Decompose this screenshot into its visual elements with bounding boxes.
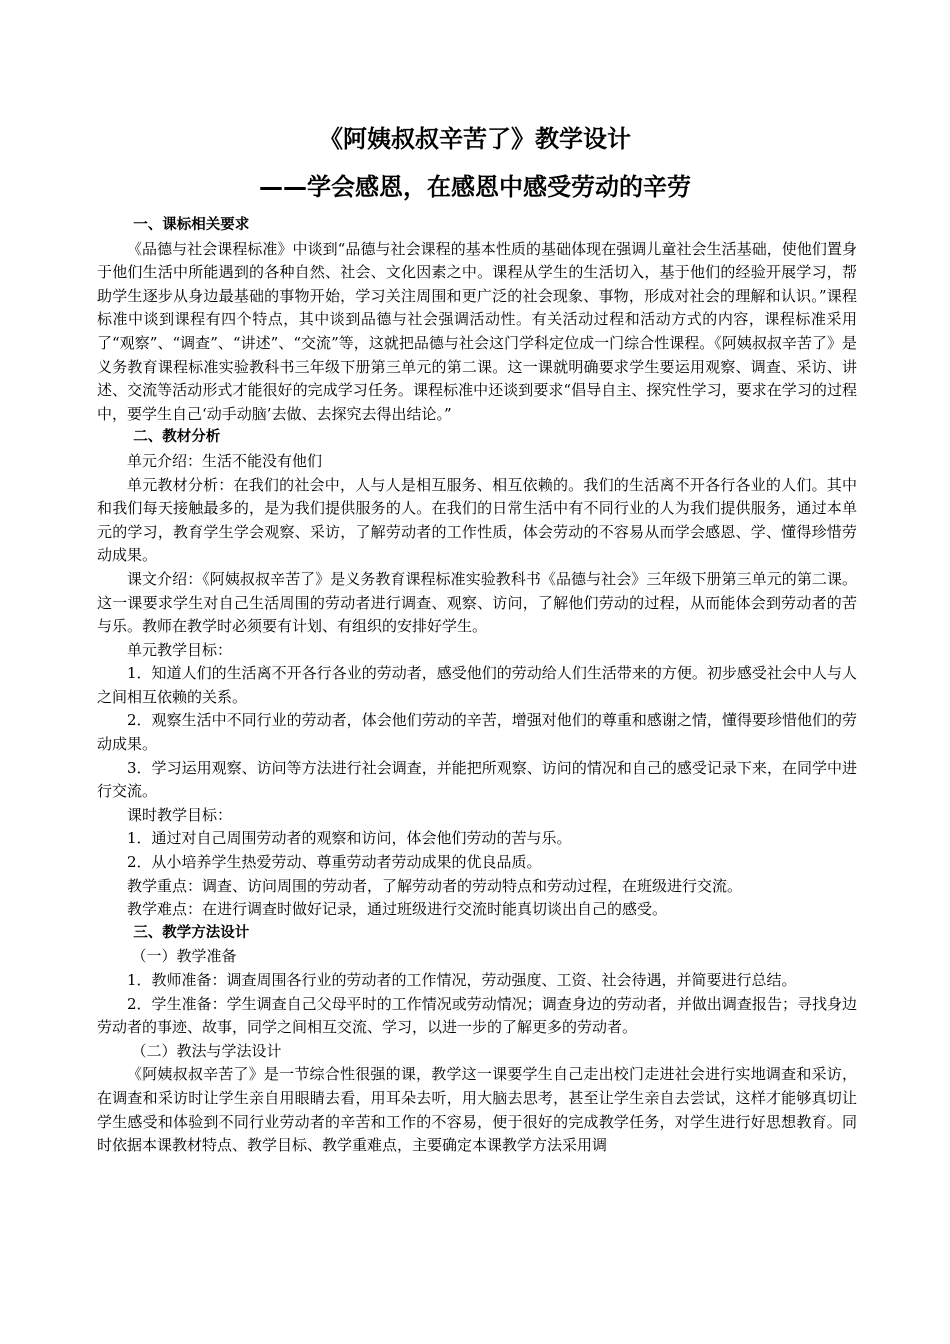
paragraph-method-text: 《阿姨叔叔辛苦了》是一节综合性很强的课，教学这一课要学生自己走出校门走进社会进行实地调查和采访，在调查和采访时让学生亲自用眼睛去看，用耳朵去听，用大脑去思考，甚至让学生亲自去尝试，这样才能够真切让学生感受和体验到不同行业劳动者的辛苦和工作的不容易，便于很好的完成教学任务，对学生进行好思想教育。同时依据本课教材特点、教学目标、教学重难点，主要确定本课教学方法采用调 (97, 1065, 857, 1155)
paragraph-curriculum: 《品德与社会课程标准》中谈到“品德与社会课程的基本性质的基础体现在强调儿童社会生活基础，使他们置身于他们生活中所能遇到的各种自然、社会、文化因素之中。课程从学生的生活切入，基于他们的经验开展学习，帮助学生逐步从身边最基础的事物开始，学习关注周围和更广泛的社会现象、事物，形成对社会的理解和认识。”课程标准中谈到课程有四个特点，其中谈到品德与社会强调活动性。有关活动过程和活动方式的内容，课程标准采用了“观察”、“调查”、“讲述”、“交流”等，这就把品德与社会这门学科定位成一门综合性课程。《阿姨叔叔辛苦了》是义务教育课程标准实验教科书三年级下册第三单元的第二课。这一课就明确要求学生要运用观察、调查、采访、讲述、交流等活动形式才能很好的完成学习任务。课程标准中还谈到要求“倡导自主、探究性学习，要求在学习的过程中，要学生自己‘动手动脑’去做、去探究去得出结论。” (97, 239, 857, 423)
document-subtitle: ——学会感恩，在感恩中感受劳动的辛劳 (259, 173, 691, 201)
paragraph-unit-goal-3: 3．学习运用观察、访问等方法进行社会调查，并能把所观察、访问的情况和自己的感受记录下来，在同学中进行交流。 (97, 758, 857, 801)
paragraph-unit-goal-1: 1．知道人们的生活离不开各行各业的劳动者，感受他们的劳动给人们生活带来的方便。初步感受社会中人与人之间相互依赖的关系。 (97, 664, 857, 706)
paragraph-difficulty: 教学难点：在进行调查时做好记录，通过班级进行交流时能真切谈出自己的感受。 (127, 900, 668, 919)
subheading-method-design: （二）教法与学法设计 (131, 1041, 282, 1060)
section-heading-curriculum: 一、课标相关要求 (133, 217, 250, 233)
section-heading-textbook: 二、教材分析 (133, 429, 221, 446)
paragraph-teacher-prep: 1．教师准备：调查周围各行业的劳动者的工作情况，劳动强度、工资、社会待遇，并简要进行总结。 (127, 971, 797, 989)
subheading-preparation: （一）教学准备 (131, 947, 237, 966)
paragraph-unit-analysis: 单元教材分析：在我们的社会中，人与人是相互服务、相互依赖的。我们的生活离不开各行各业的人们。其中和我们每天接触最多的，是为我们提供服务的人。在我们的日常生活中有不同行业的人为我们提供服务，通过本单元的学习，教育学生学会观察、采访，了解劳动者的工作性质，体会劳动的不容易从而学会感恩、学、懂得珍惜劳动成果。 (97, 475, 857, 565)
section-heading-methods: 三、教学方法设计 (133, 924, 250, 941)
document-body (97, 214, 857, 1158)
paragraph-unit-goals-label: 单元教学目标： (127, 640, 233, 659)
document-title: 《阿姨叔叔辛苦了》教学设计 (319, 125, 631, 153)
paragraph-lesson-goals-label: 课时教学目标： (127, 805, 233, 824)
paragraph-lesson-goal-2: 2．从小培养学生热爱劳动、尊重劳动者劳动成果的优良品质。 (127, 853, 542, 872)
paragraph-student-prep: 2．学生准备：学生调查自己父母平时的工作情况或劳动情况；调查身边的劳动者，并做出调查报告；寻找身边劳动者的事迹、故事，同学之间相互交流、学习，以进一步的了解更多的劳动者。 (97, 994, 857, 1037)
paragraph-lesson-intro: 课文介绍：《阿姨叔叔辛苦了》是义务教育课程标准实验教科书《品德与社会》三年级下册第三单元的第二课。这一课要求学生对自己生活周围的劳动者进行调查、观察、访问，了解他们劳动的过程，从而能体会到劳动者的苦与乐。教师在教学时必须要有计划、有组织的安排好学生。 (97, 569, 857, 636)
paragraph-key-point: 教学重点：调查、访问周围的劳动者，了解劳动者的劳动特点和劳动过程，在班级进行交流。 (127, 876, 743, 895)
paragraph-lesson-goal-1: 1．通过对自己周围劳动者的观察和访问，体会他们劳动的苦与乐。 (127, 829, 572, 848)
paragraph-unit-goal-2: 2．观察生活中不同行业的劳动者，体会他们劳动的辛苦，增强对他们的尊重和感谢之情，懂得要珍惜他们的劳动成果。 (97, 711, 857, 754)
paragraph-unit-intro: 单元介绍：生活不能没有他们 (127, 451, 323, 470)
